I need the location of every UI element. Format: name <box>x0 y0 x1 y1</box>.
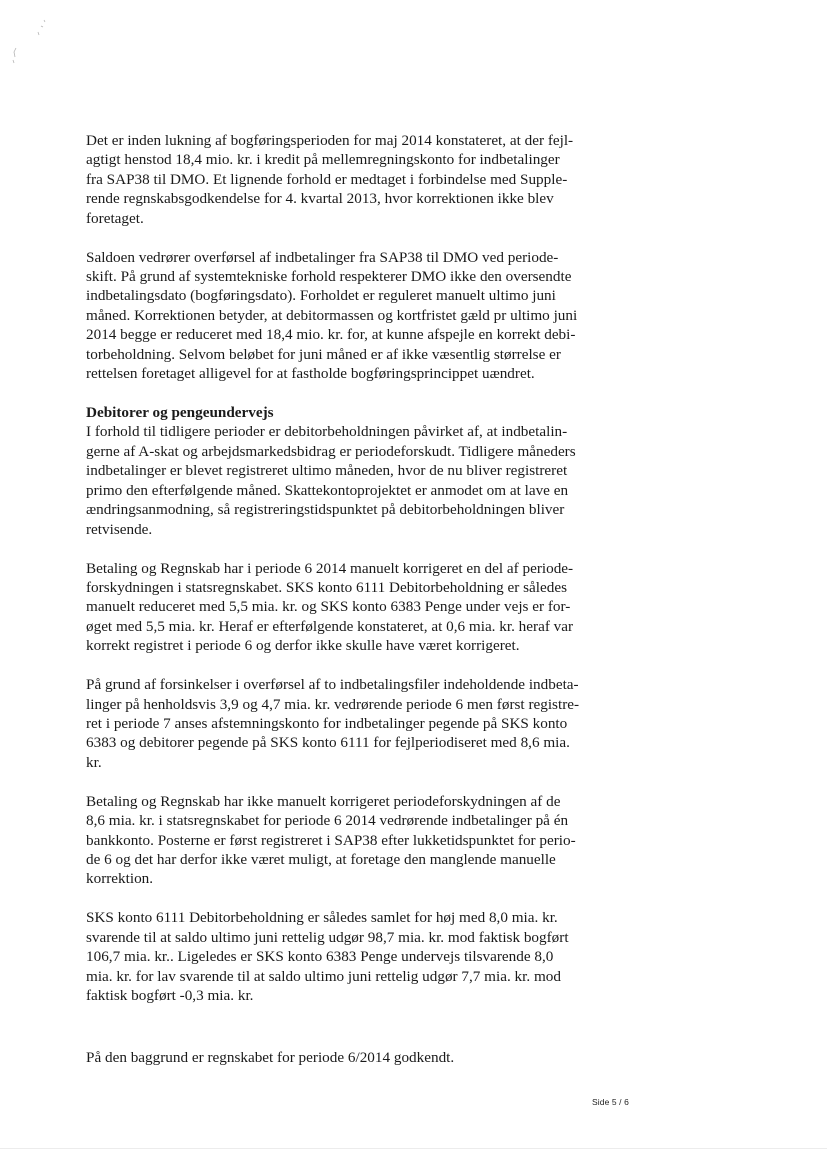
section-intro: I forhold til tidligere perioder er debitorbeholdningen påvirket af, at indbetalin- gerne af A-skat og arbejdsmarkedsbidrag er periodeforskudt. Tidligere måneders indbetalinger er blevet registreret ultimo måneden, hvor de nu bliver registreret primo den efterfølgende måned. Skattekontoprojektet er anmodet om at lave en ændringsanmodning, så registreringstidspunktet på debitorbeholdningen bliver retvisende. <box>86 423 576 538</box>
scan-edge-line <box>0 1148 827 1149</box>
scan-artifact-mark <box>4 14 52 64</box>
paragraph-4: På grund af forsinkelser i overførsel af to indbetalingsfiler indeholdende indbeta- linger på henholdsvis 3,9 og 4,7 mia. kr. vedrørende periode 6 men først registre- ret i periode 7 anses afstemningskonto for indbetalinger pegende på SKS konto 6383 og debitorer pegende på SKS konto 6111 for fejlperiodiseret med 8,6 mia. kr. <box>86 676 580 771</box>
page-number: Side 5 / 6 <box>592 1097 629 1107</box>
conclusion: På den baggrund er regnskabet for periode 6/2014 godkendt. <box>86 1049 455 1067</box>
paragraph-2: Saldoen vedrører overførsel af indbetalinger fra SAP38 til DMO ved periode- skift. På grund af systemtekniske forhold respekterer DMO ikke den oversendte indbetalingsdato (bogføringsdato). Forholdet er reguleret manuelt ultimo juni måned. Korrektionen betyder, at debitormassen og kortfristet gæld pr ultimo juni 2014 begge er reduceret med 18,4 mio. kr. for, at kunne afspejle en korrekt debi- torbeholdning. Selvom beløbet for juni måned er af ikke væsentlig størrelse er rettelsen foretaget alligevel for at fastholde bogføringsprincippet uændret. <box>86 248 578 383</box>
paragraph-6: SKS konto 6111 Debitorbeholdning er således samlet for høj med 8,0 mia. kr. svarende til at saldo ultimo juni rettelig udgør 98,7 mia. kr. mod faktisk bogført 106,7 mia. kr.. Ligeledes er SKS konto 6383 Penge undervejs tilsvarende 8,0 mia. kr. for lav svarende til at saldo ultimo juni rettelig udgør 7,7 mia. kr. mod faktisk bogført -0,3 mia. kr. <box>86 909 569 1004</box>
paragraph-3: Betaling og Regnskab har i periode 6 2014 manuelt korrigeret en del af periode- forskydningen i statsregnskabet. SKS konto 6111 Debitorbeholdning er således manuelt reduceret med 5,5 mia. kr. og SKS konto 6383 Penge under vejs er for- øget med 5,5 mia. kr. Heraf er efterfølgende konstateret, at 0,6 mia. kr. heraf var korrekt registret i periode 6 og derfor ikke skulle have været korrigeret. <box>86 559 574 655</box>
paragraph-1: Det er inden lukning af bogføringsperioden for maj 2014 konstateret, at der fejl- agtigt henstod 18,4 mio. kr. i kredit på mellemregningskonto for indbetalinger fra SAP38 til DMO. Et lignende forhold er medtaget i forbindelse med Supple- rende regnskabsgodkendelse for 4. kvartal 2013, hvor korrektionen ikke blev foretaget. <box>86 132 574 227</box>
document-body <box>86 131 626 1068</box>
paragraph-5: Betaling og Regnskab har ikke manuelt korrigeret periodeforskydningen af de 8,6 mia. kr. i statsregnskabet for periode 6 2014 vedrørende indbetalinger på én bankkonto. Posterne er først registreret i SAP38 efter lukketidspunktet for perio- de 6 og det har derfor ikke været muligt, at foretage den manglende manuelle korrektion. <box>86 792 576 888</box>
section-heading: Debitorer og pengeundervejs <box>86 404 274 422</box>
